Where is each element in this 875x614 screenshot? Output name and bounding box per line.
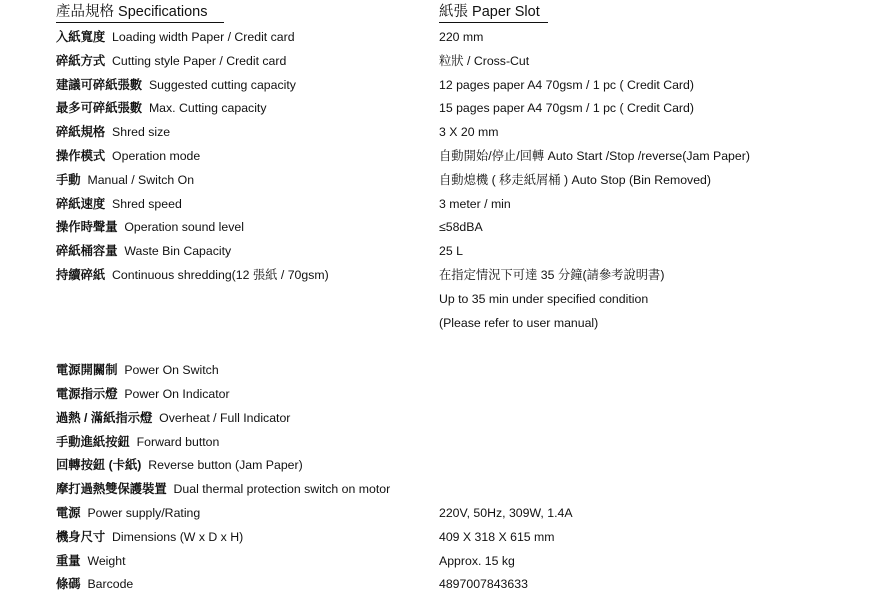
spec-label-english: Barcode: [87, 577, 134, 591]
spec-label: [56, 362, 219, 378]
spec-value: 自動熄機 ( 移走紙屑桶 ) Auto Stop (Bin Removed): [439, 173, 711, 187]
spec-label-english: Continuous shredding(12 張紙 / 70gsm): [112, 268, 329, 282]
spec-label-english: Max. Cutting capacity: [148, 101, 267, 115]
spec-label-chinese: 摩打過熱雙保護裝置: [56, 482, 167, 496]
spec-label: [56, 434, 219, 450]
spec-label-english: Reverse button (Jam Paper): [148, 458, 303, 472]
spec-label-english: Power supply/Rating: [87, 506, 201, 520]
spec-label-chinese: 電源指示燈: [56, 387, 118, 401]
spec-value: (Please refer to user manual): [439, 316, 599, 330]
spec-label-chinese: 碎紙規格: [56, 125, 106, 139]
spec-label-chinese: 入紙寬度: [56, 30, 106, 44]
spec-label-chinese: 過熱 / 滿紙指示燈: [56, 411, 153, 425]
spec-label-chinese: 電源: [56, 506, 81, 520]
spec-label-chinese: 重量: [56, 554, 81, 568]
spec-value: Approx. 15 kg: [439, 554, 515, 568]
spec-label-english: Loading width Paper / Credit card: [112, 30, 295, 44]
spec-value: 220 mm: [439, 30, 484, 44]
spec-label-chinese: 手動: [56, 173, 81, 187]
spec-label-english: Cutting style Paper / Credit card: [112, 54, 287, 68]
spec-label-chinese: 碎紙桶容量: [56, 244, 118, 258]
spec-label: [56, 576, 133, 592]
spec-label-english: Shred speed: [112, 197, 182, 211]
spec-label-english: Manual / Switch On: [87, 173, 195, 187]
spec-label: [56, 505, 200, 521]
spec-label-english: Suggested cutting capacity: [148, 78, 296, 92]
spec-label-chinese: 持續碎紙: [56, 268, 106, 282]
spec-value: 15 pages paper A4 70gsm / 1 pc ( Credit Card): [439, 101, 694, 115]
spec-value: Up to 35 min under specified condition: [439, 292, 649, 306]
spec-label: [56, 77, 296, 93]
spec-label-english: Dual thermal protection switch on motor: [173, 482, 391, 496]
spec-value: 4897007843633: [439, 577, 528, 591]
spec-label: [56, 529, 243, 545]
spec-label-english: Power On Switch: [124, 363, 219, 377]
spec-label: [56, 457, 303, 473]
spec-label: [56, 53, 286, 69]
spec-label: [56, 219, 244, 235]
spec-label: [56, 172, 194, 188]
spec-label: [56, 243, 231, 259]
spec-label-chinese: 最多可碎紙張數: [56, 101, 143, 115]
spec-value: 12 pages paper A4 70gsm / 1 pc ( Credit Card): [439, 78, 694, 92]
spec-label-english: Forward button: [136, 435, 220, 449]
spec-label-chinese: 手動進紙按鈕: [56, 435, 130, 449]
spec-label-english: Shred size: [112, 125, 171, 139]
spec-value: 在指定情況下可達 35 分鐘(請參考說明書): [439, 268, 665, 282]
spec-label: [56, 410, 290, 426]
spec-label: [56, 124, 170, 140]
spec-label: [56, 553, 126, 569]
spec-value: 3 meter / min: [439, 197, 511, 211]
spec-label-chinese: 操作時聲量: [56, 220, 118, 234]
spec-label-chinese: 條碼: [56, 577, 81, 591]
spec-label-chinese: 碎紙方式: [56, 54, 106, 68]
spec-value: 粒狀 / Cross-Cut: [439, 54, 530, 68]
spec-value: 25 L: [439, 244, 463, 258]
spec-value: 自動開始/停止/回轉 Auto Start /Stop /reverse(Jam Paper): [439, 149, 750, 163]
spec-label: [56, 481, 390, 497]
spec-label-english: Weight: [87, 554, 126, 568]
spec-label-english: Operation sound level: [124, 220, 244, 234]
spec-label-chinese: 碎紙速度: [56, 197, 106, 211]
spec-label-english: Dimensions (W x D x H): [112, 530, 244, 544]
spec-label: [56, 196, 182, 212]
spec-label-chinese: 操作模式: [56, 149, 106, 163]
spec-label-chinese: 建議可碎紙張數: [56, 78, 143, 92]
spec-label: [56, 386, 230, 402]
spec-label: [56, 148, 200, 164]
specifications-heading: 產品規格 Specifications: [56, 2, 224, 23]
spec-value: 3 X 20 mm: [439, 125, 499, 139]
spec-label: [56, 100, 267, 116]
spec-label: [56, 29, 295, 45]
spec-value: 220V, 50Hz, 309W, 1.4A: [439, 506, 573, 520]
spec-label-chinese: 電源開關制: [56, 363, 118, 377]
spec-label-english: Waste Bin Capacity: [124, 244, 232, 258]
spec-label: [56, 267, 329, 283]
spec-label-chinese: 回轉按鈕 (卡紙): [56, 458, 142, 472]
spec-label-english: Power On Indicator: [124, 387, 230, 401]
spec-value: 409 X 318 X 615 mm: [439, 530, 555, 544]
spec-label-chinese: 機身尺寸: [56, 530, 106, 544]
paper-slot-heading: 紙張 Paper Slot: [439, 2, 548, 23]
spec-value: ≤58dBA: [439, 220, 483, 234]
spec-label-english: Operation mode: [112, 149, 201, 163]
spec-label-english: Overheat / Full Indicator: [159, 411, 291, 425]
